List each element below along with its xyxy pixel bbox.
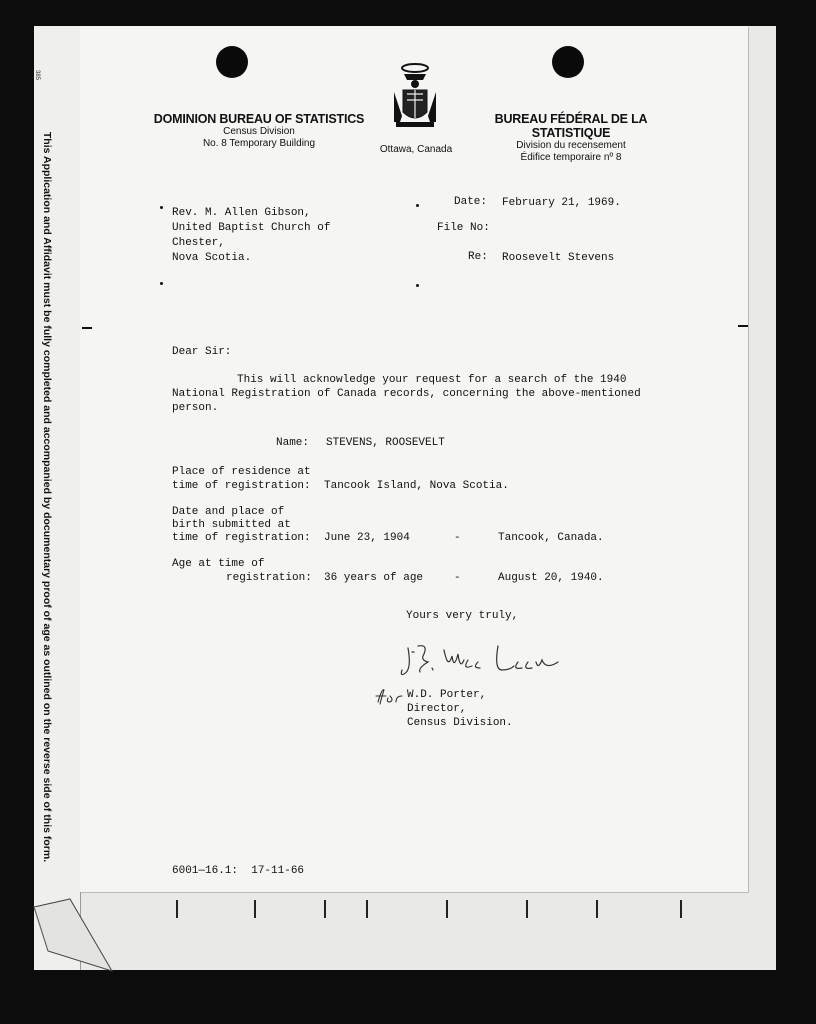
for-handwritten-mark — [374, 686, 404, 706]
signer-name: W.D. Porter, — [407, 689, 487, 701]
fold-mark — [738, 325, 748, 327]
age-value: 36 years of age — [324, 572, 424, 584]
file-number-label: File No: — [437, 222, 490, 234]
date-label: Date: — [454, 196, 488, 208]
address-line: Chester, — [172, 237, 225, 249]
age-label: registration: — [226, 572, 312, 584]
window-corner-dot — [160, 282, 163, 285]
age-separator: - — [454, 572, 461, 584]
coat-of-arms-icon — [390, 60, 440, 132]
form-margin-strip — [34, 26, 81, 970]
folded-corner — [30, 895, 116, 975]
body-paragraph-line: This will acknowledge your request for a search of the 1940 — [237, 374, 627, 386]
re-label: Re: — [468, 251, 488, 263]
salutation: Dear Sir: — [172, 346, 232, 358]
valediction: Yours very truly, — [406, 610, 519, 622]
re-value: Roosevelt Stevens — [502, 252, 615, 264]
address-line: Nova Scotia. — [172, 252, 252, 264]
birth-place-value: Tancook, Canada. — [498, 532, 604, 544]
letterhead-en-division: Census Division — [223, 126, 295, 137]
body-paragraph-line: person. — [172, 402, 219, 414]
window-corner-dot — [416, 284, 419, 287]
window-corner-dot — [160, 206, 163, 209]
margin-instruction: This Application and Affidavit must be fully completed and accompanied by documentary proof of age as outlined on the reverse side of this form. — [41, 131, 53, 863]
signer-title: Director, — [407, 703, 467, 715]
punch-hole — [552, 46, 584, 78]
form-code: 6001—16.1: 17-11-66 — [172, 865, 305, 877]
letter-page — [80, 26, 748, 892]
residence-label: Place of residence at — [172, 466, 311, 478]
letterhead-french — [465, 112, 677, 164]
birth-label: time of registration: — [172, 532, 311, 544]
fold-mark — [82, 327, 92, 329]
age-label: Age at time of — [172, 558, 265, 570]
letterhead-fr-division: Division du recensement — [516, 140, 626, 151]
birth-label: Date and place of — [172, 506, 285, 518]
strip-number: 385 — [34, 70, 40, 81]
birth-date-value: June 23, 1904 — [324, 532, 410, 544]
birth-separator: - — [454, 532, 461, 544]
date-value: February 21, 1969. — [502, 197, 621, 209]
birth-label: birth submitted at — [172, 519, 291, 531]
handwritten-signature — [398, 640, 578, 680]
letterhead-fr-title: BUREAU FÉDÉRAL DE LA STATISTIQUE — [494, 112, 648, 140]
letterhead-en-title: DOMINION BUREAU OF STATISTICS — [153, 112, 365, 126]
body-paragraph-line: National Registration of Canada records, concerning the above-mentioned — [172, 388, 641, 400]
punch-hole — [216, 46, 248, 78]
window-corner-dot — [416, 204, 419, 207]
address-line: Rev. M. Allen Gibson, — [172, 207, 311, 219]
name-value: STEVENS, ROOSEVELT — [326, 437, 445, 449]
age-date-value: August 20, 1940. — [498, 572, 604, 584]
address-line: United Baptist Church of — [172, 222, 331, 234]
residence-value: Tancook Island, Nova Scotia. — [324, 480, 509, 492]
signer-division: Census Division. — [407, 717, 513, 729]
letterhead-city: Ottawa, Canada — [379, 144, 453, 155]
letterhead-en-building: No. 8 Temporary Building — [202, 138, 316, 149]
underlying-form-bottom-strip — [80, 892, 750, 922]
name-label: Name: — [276, 437, 310, 449]
letterhead-english — [153, 112, 365, 150]
residence-label: time of registration: — [172, 480, 311, 492]
letterhead-fr-building: Édifice temporaire nº 8 — [520, 152, 622, 163]
